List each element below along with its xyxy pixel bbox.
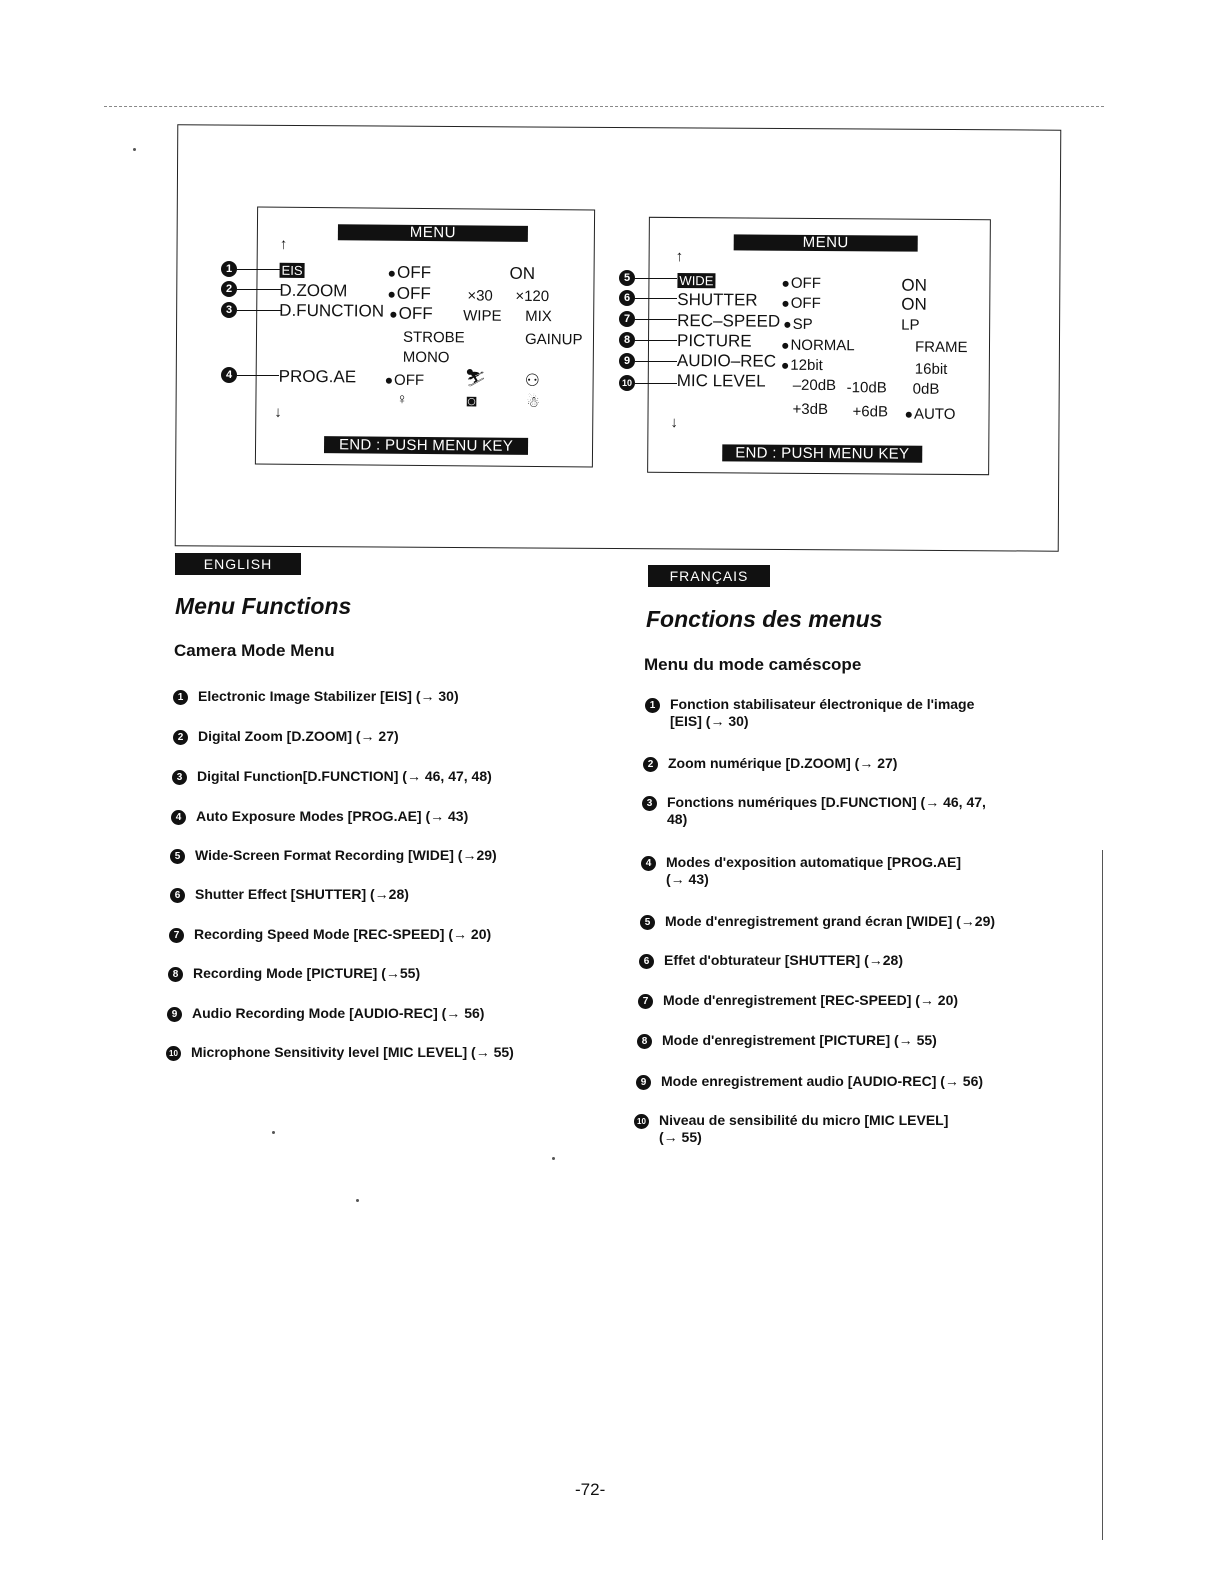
list-item: 5 Mode d'enregistrement grand écran [WIDE] (→29) <box>640 913 995 930</box>
callout-leader-9 <box>635 361 677 362</box>
menu-row-mic-level: MIC LEVEL <box>676 371 766 391</box>
menu-row-picture: PICTURE <box>676 331 752 351</box>
menu-row-eis: EIS <box>281 262 303 278</box>
list-item: 10 Microphone Sensitivity level [MIC LEVEL] (→ 55) <box>166 1044 514 1061</box>
callout-leader-1 <box>237 269 281 270</box>
callout-leader-7 <box>635 319 677 320</box>
callout-leader-2 <box>237 289 281 290</box>
scan-speck <box>552 1157 555 1160</box>
callout-badge-4: 4 <box>221 367 237 383</box>
callout-badge-2: 2 <box>221 281 237 297</box>
scroll-down-arrow-icon: ↓ <box>670 413 679 432</box>
rec-speed-sp-option: ● SP <box>783 315 813 334</box>
callout-badge-10: 10 <box>619 375 635 391</box>
section-title-french: Fonctions des menus <box>646 606 883 632</box>
menu-row-audio-rec: AUDIO–REC <box>676 351 777 371</box>
list-item: 1 Electronic Image Stabilizer [EIS] (→ 30) <box>173 688 459 705</box>
scan-speck <box>133 148 136 151</box>
scan-speck <box>356 1199 359 1202</box>
language-tag-french: FRANÇAIS <box>648 565 770 587</box>
list-item: 5 Wide-Screen Format Recording [WIDE] (→29) <box>170 847 497 864</box>
menu-title-bar: MENU <box>734 234 918 251</box>
callout-badge-5: 5 <box>619 270 635 286</box>
dfunction-gainup-option: GAINUP <box>524 330 583 349</box>
list-item: 4 Auto Exposure Modes [PROG.AE] (→ 43) <box>171 808 468 825</box>
callout-badge-6: 6 <box>619 290 635 306</box>
rec-speed-lp-option: LP <box>901 316 920 334</box>
dfunction-mono-option: MONO <box>402 348 450 367</box>
list-item: 6 Effet d'obturateur [SHUTTER] (→28) <box>639 952 903 969</box>
list-item: 3 Digital Function[D.FUNCTION] (→ 46, 47, 48) <box>172 768 492 785</box>
lowlight-mode-icon: ♀ <box>396 390 408 408</box>
end-push-menu-key-bar: END : PUSH MENU KEY <box>324 436 528 455</box>
section-title-english: Menu Functions <box>175 593 352 619</box>
camera-menu-screen-1 <box>255 207 595 468</box>
callout-badge-3: 3 <box>221 302 237 318</box>
list-item: 9 Audio Recording Mode [AUDIO-REC] (→ 56) <box>167 1005 484 1022</box>
list-item: 6 Shutter Effect [SHUTTER] (→28) <box>170 886 409 903</box>
dzoom-x120-option: ×120 <box>515 287 550 306</box>
portrait-mode-icon: ⚇ <box>524 370 540 391</box>
dfunction-strobe-option: STROBE <box>402 328 465 347</box>
list-item: 10 Niveau de sensibilité du micro [MIC LEVEL] (→ 55) <box>634 1112 948 1145</box>
callout-leader-4 <box>237 375 279 376</box>
callout-leader-8 <box>635 340 677 341</box>
callout-leader-10 <box>635 383 677 384</box>
audio-rec-12bit-option: ● 12bit <box>781 356 823 375</box>
wide-on-option: ON <box>901 275 927 295</box>
menu-row-rec-speed: REC–SPEED <box>677 311 781 331</box>
end-push-menu-key-bar: END : PUSH MENU KEY <box>722 444 922 462</box>
section-subtitle-french: Menu du mode caméscope <box>644 655 862 674</box>
dzoom-x30-option: ×30 <box>467 287 493 305</box>
menu-row-shutter: SHUTTER <box>677 290 758 310</box>
spotlight-mode-icon: ◙ <box>466 391 477 411</box>
list-item: 7 Mode d'enregistrement [REC-SPEED] (→ 20) <box>638 992 958 1009</box>
list-item: 8 Recording Mode [PICTURE] (→55) <box>168 965 420 982</box>
section-subtitle-english: Camera Mode Menu <box>174 641 335 660</box>
menu-title-bar: MENU <box>338 224 528 242</box>
mic-minus20-option: –20dB <box>792 376 837 395</box>
audio-rec-16bit-option: 16bit <box>914 360 948 378</box>
list-item: 9 Mode enregistrement audio [AUDIO-REC] (→ 56) <box>636 1073 983 1090</box>
top-dashed-rule <box>104 106 1104 107</box>
sports-mode-icon: ⛷ <box>464 368 487 388</box>
mic-0db-option: 0dB <box>912 380 940 398</box>
callout-badge-1: 1 <box>221 261 237 277</box>
callout-leader-3 <box>237 310 281 311</box>
list-item: 4 Modes d'exposition automatique [PROG.AE] (→ 43) <box>641 854 961 887</box>
scroll-up-arrow-icon: ↑ <box>279 235 288 253</box>
right-margin-rule <box>1102 850 1103 1540</box>
menu-row-dzoom: D.ZOOM <box>279 280 348 301</box>
picture-normal-option: ● NORMAL <box>781 336 855 356</box>
mic-plus6-option: +6dB <box>852 403 889 421</box>
scroll-down-arrow-icon: ↓ <box>274 403 282 421</box>
surf-snow-mode-icon: ☃ <box>526 393 540 412</box>
mic-plus3-option: +3dB <box>792 400 829 419</box>
scan-speck <box>272 1131 275 1134</box>
dzoom-off-option: ● OFF <box>387 285 431 303</box>
callout-badge-8: 8 <box>619 332 635 348</box>
callout-badge-7: 7 <box>619 311 635 327</box>
shutter-off-option: ● OFF <box>781 294 821 313</box>
scroll-up-arrow-icon: ↑ <box>675 247 684 266</box>
page-number: -72- <box>575 1480 606 1499</box>
list-item: 8 Mode d'enregistrement [PICTURE] (→ 55) <box>637 1032 937 1049</box>
dfunction-wipe-option: WIPE <box>463 307 502 325</box>
eis-on-option: ON <box>509 263 536 283</box>
language-tag-english: ENGLISH <box>175 553 301 575</box>
progae-off-option: ● OFF <box>385 371 425 390</box>
camera-menu-screen-2 <box>647 217 991 475</box>
callout-leader-6 <box>635 298 677 299</box>
callout-leader-5 <box>635 278 677 279</box>
callout-badge-9: 9 <box>619 353 635 369</box>
list-item: 2 Digital Zoom [D.ZOOM] (→ 27) <box>173 728 399 745</box>
eis-off-option: ● OFF <box>387 264 431 282</box>
menu-row-dfunction: D.FUNCTION <box>279 300 385 321</box>
picture-frame-option: FRAME <box>914 338 968 357</box>
shutter-on-option: ON <box>901 294 927 314</box>
wide-off-option: ● OFF <box>781 274 821 293</box>
list-item: 7 Recording Speed Mode [REC-SPEED] (→ 20) <box>169 926 491 943</box>
list-item: 3 Fonctions numériques [D.FUNCTION] (→ 46, 47, 48) <box>642 794 986 827</box>
dfunction-mix-option: MIX <box>525 307 552 326</box>
menu-row-progae: PROG.AE <box>278 366 357 387</box>
mic-auto-option: ● AUTO <box>904 405 955 424</box>
mic-minus10-option: -10dB <box>846 379 887 397</box>
menu-row-wide: WIDE <box>679 273 714 289</box>
dfunction-off-option: ● OFF <box>389 305 433 323</box>
list-item: 1 Fonction stabilisateur électronique de l'image [EIS] (→ 30) <box>645 696 974 729</box>
list-item: 2 Zoom numérique [D.ZOOM] (→ 27) <box>643 755 897 772</box>
